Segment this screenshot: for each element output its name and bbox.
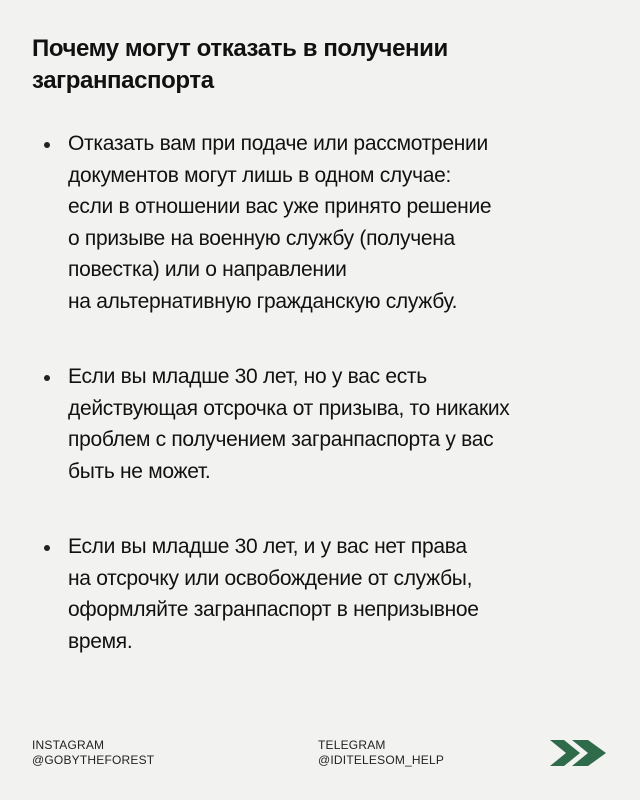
page-title-line: загранпаспорта — [32, 67, 214, 94]
bullet-text-line: документов могут лишь в одном случае: — [68, 163, 452, 187]
footer-telegram — [318, 738, 444, 768]
telegram-label: TELEGRAM — [318, 738, 386, 752]
bullet-text-line: время. — [68, 629, 133, 653]
bullet-dot-icon — [44, 545, 50, 551]
bullet-text-line: если в отношении вас уже принято решение — [68, 195, 492, 218]
bullet-dot-icon — [44, 375, 50, 381]
bullet-text-line: о призыве на военную службу (получена — [68, 226, 455, 250]
bullet-text-line: действующая отсрочка от призыва, то никаких — [68, 396, 510, 420]
bullet-text-line: Отказать вам при подаче или рассмотрении — [68, 132, 488, 155]
double-chevron-right-icon[interactable] — [550, 736, 608, 770]
page-title-line: Почему могут отказать в получении — [32, 35, 448, 62]
bullet-text-line: быть не может. — [68, 459, 211, 483]
bullet-list — [44, 128, 604, 701]
instagram-label: INSTAGRAM — [32, 738, 105, 752]
bullet-text-line: повестка) или о направлении — [68, 258, 347, 281]
bullet-dot-icon — [44, 142, 50, 148]
bullet-text-line: Если вы младше 30 лет, и у вас нет права — [68, 535, 467, 558]
page-title — [32, 33, 512, 97]
bullet-text-line: на отсрочку или освобождение от службы, — [68, 566, 473, 590]
bullet-text-line: на альтернативную гражданскую службу. — [68, 289, 458, 313]
instagram-handle[interactable]: @GOBYTHEFOREST — [32, 753, 155, 767]
bullet-item — [44, 531, 604, 657]
bullet-text-line: оформляйте загранпаспорт в непризывное — [68, 598, 479, 621]
footer-instagram — [32, 738, 154, 768]
bullet-item — [44, 128, 604, 317]
telegram-handle[interactable]: @IDITELESOM_HELP — [318, 753, 445, 767]
chevron-left-part — [550, 740, 580, 766]
bullet-item — [44, 361, 604, 487]
bullet-text-line: проблем с получением загранпаспорта у вас — [68, 428, 494, 451]
bullet-text-line: Если вы младше 30 лет, но у вас есть — [68, 365, 427, 388]
